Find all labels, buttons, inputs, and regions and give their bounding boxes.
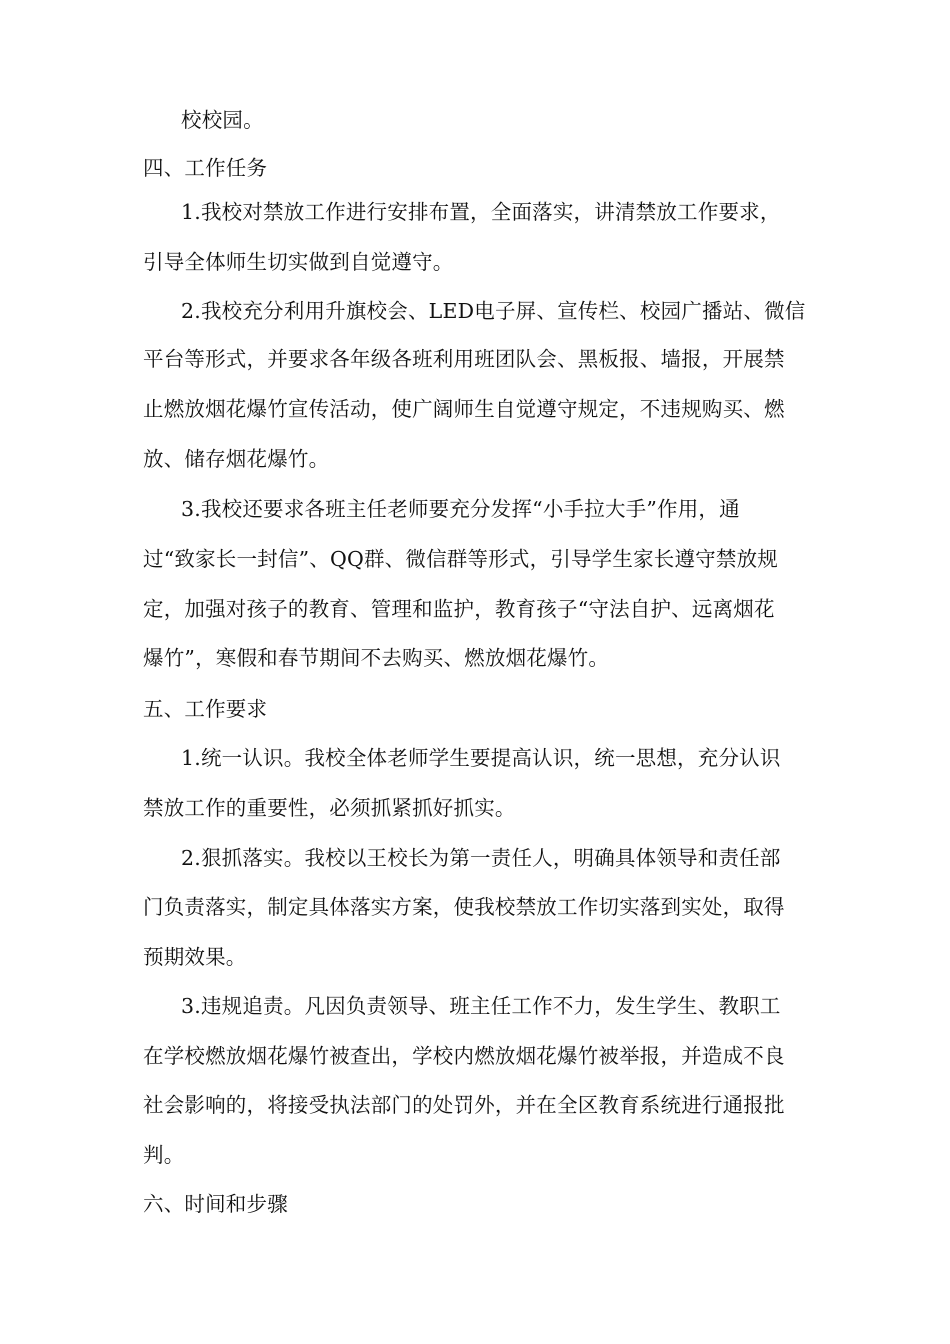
paragraph-line: 预期效果。 xyxy=(143,945,247,969)
paragraph-line: 校校园。 xyxy=(181,108,264,132)
paragraph-line: 2.我校充分利用升旗校会、LED电子屏、宣传栏、校园广播站、微信 xyxy=(181,299,806,323)
paragraph-line: 2.狠抓落实。我校以王校长为第一责任人，明确具体领导和责任部 xyxy=(181,846,781,870)
section-heading-requirements: 五、工作要求 xyxy=(143,697,268,721)
paragraph-line: 判。 xyxy=(143,1143,185,1167)
paragraph-line: 禁放工作的重要性，必须抓紧抓好抓实。 xyxy=(143,796,516,820)
paragraph-line: 3.违规追责。凡因负责领导、班主任工作不力，发生学生、教职工 xyxy=(181,994,781,1018)
section-heading-tasks: 四、工作任务 xyxy=(143,156,268,180)
paragraph-line: 引导全体师生切实做到自觉遵守。 xyxy=(143,250,454,274)
paragraph-line: 1.我校对禁放工作进行安排布置，全面落实，讲清禁放工作要求， xyxy=(181,200,781,224)
paragraph-line: 社会影响的，将接受执法部门的处罚外，并在全区教育系统进行通报批 xyxy=(143,1093,785,1117)
paragraph-line: 放、储存烟花爆竹。 xyxy=(143,447,330,471)
section-heading-schedule: 六、时间和步骤 xyxy=(143,1192,288,1216)
paragraph-line: 1.统一认识。我校全体老师学生要提高认识，统一思想，充分认识 xyxy=(181,746,781,770)
paragraph-line: 平台等形式，并要求各年级各班利用班团队会、黑板报、墙报，开展禁 xyxy=(143,347,785,371)
paragraph-line: 过“致家长一封信”、QQ群、微信群等形式，引导学生家长遵守禁放规 xyxy=(143,547,778,571)
paragraph-line: 门负责落实，制定具体落实方案，使我校禁放工作切实落到实处，取得 xyxy=(143,895,785,919)
paragraph-line: 定，加强对孩子的教育、管理和监护，教育孩子“守法自护、远离烟花 xyxy=(143,597,775,621)
paragraph-line: 3.我校还要求各班主任老师要充分发挥“小手拉大手”作用，通 xyxy=(181,497,740,521)
paragraph-line: 爆竹”，寒假和春节期间不去购买、燃放烟花爆竹。 xyxy=(143,646,610,670)
paragraph-line: 在学校燃放烟花爆竹被查出，学校内燃放烟花爆竹被举报，并造成不良 xyxy=(143,1044,785,1068)
paragraph-line: 止燃放烟花爆竹宣传活动，使广阔师生自觉遵守规定，不违规购买、燃 xyxy=(143,397,785,421)
